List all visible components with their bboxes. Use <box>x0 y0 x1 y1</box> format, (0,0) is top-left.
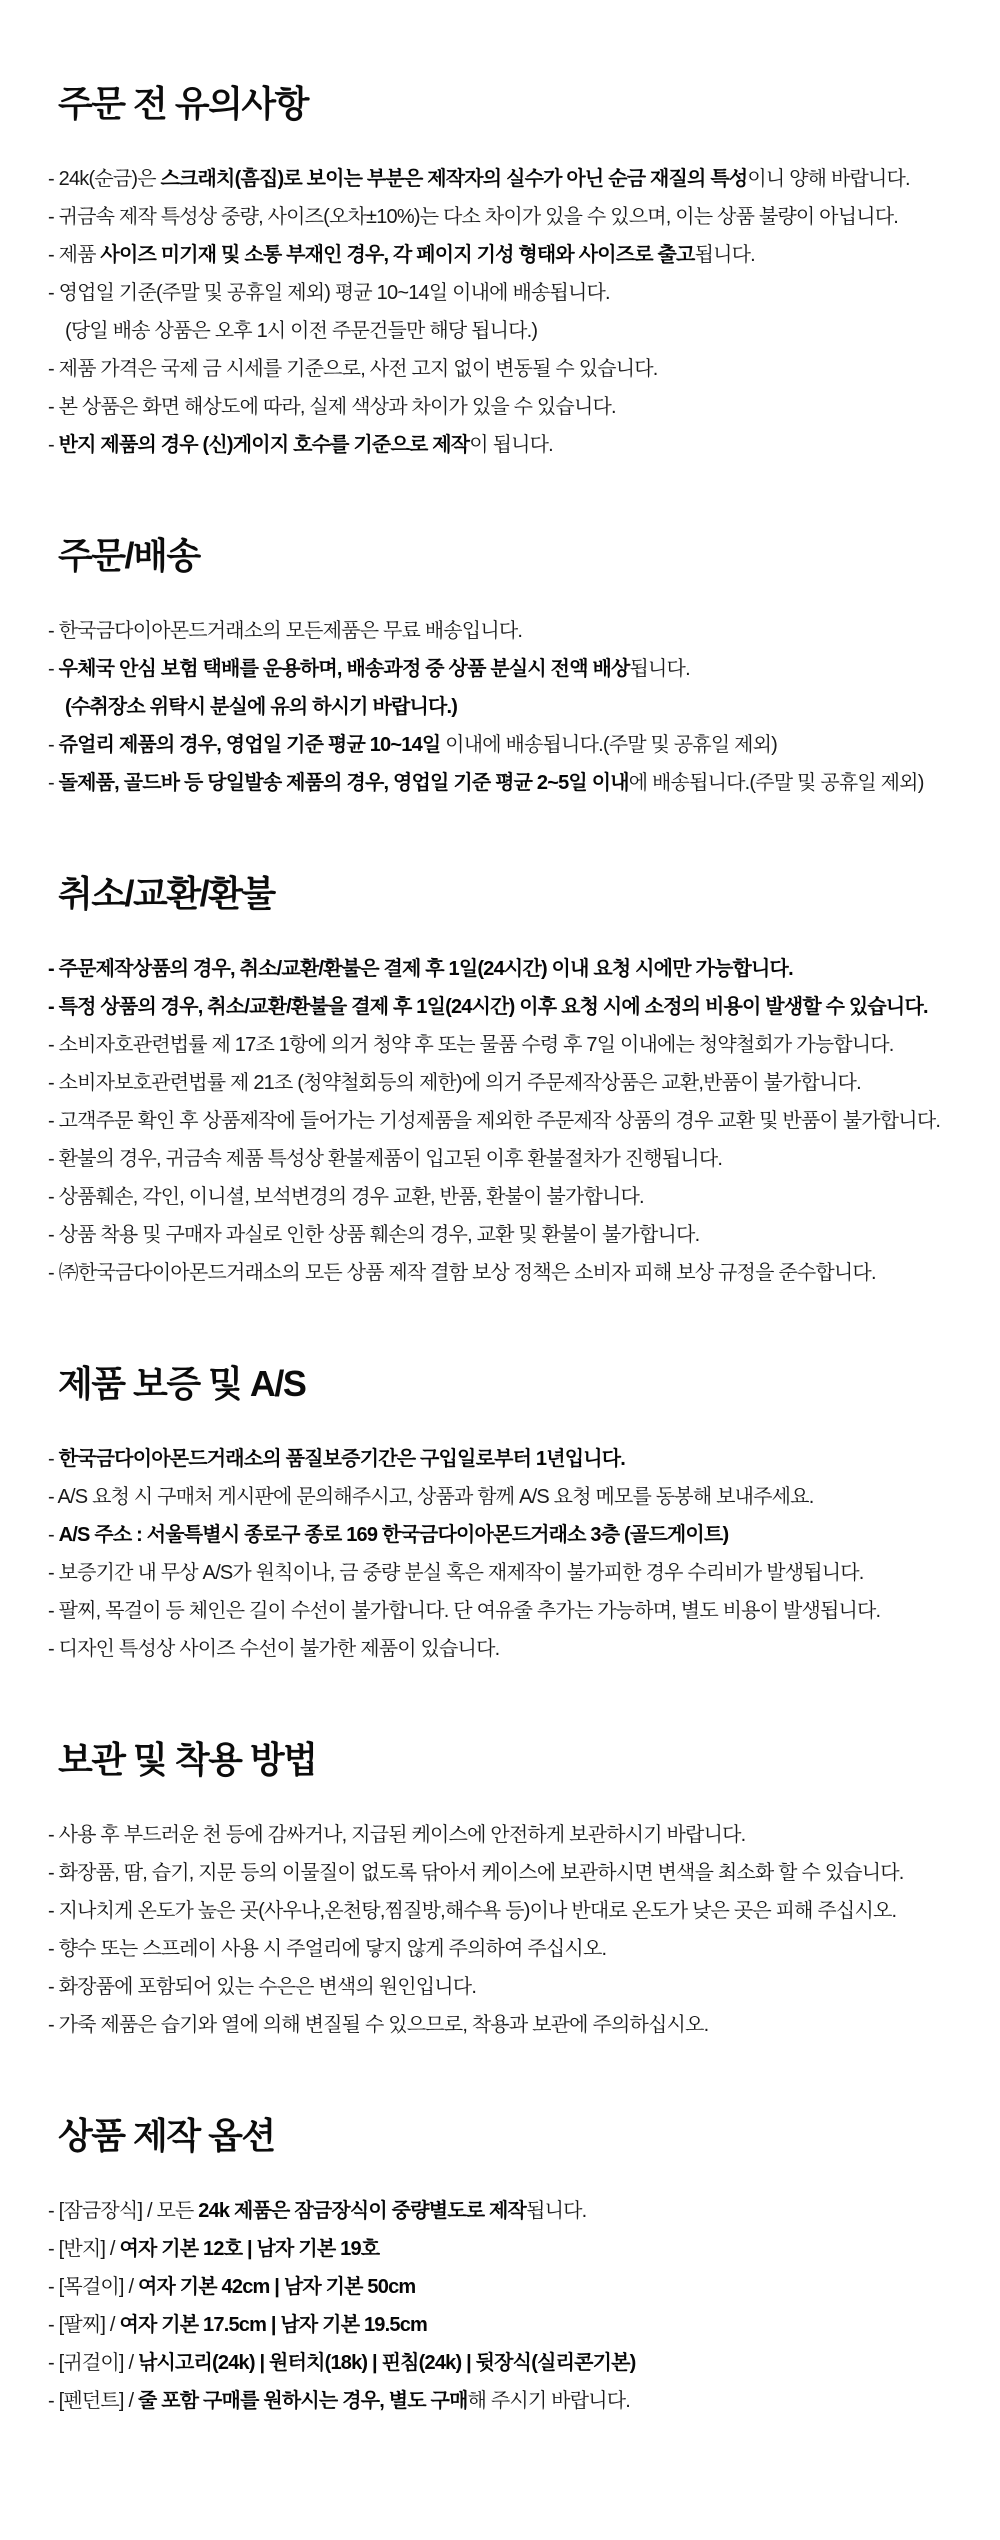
notice-line <box>48 1478 980 1516</box>
section <box>48 2116 980 2420</box>
section <box>48 1364 980 1668</box>
text-run: 여자 기본 42cm | 남자 기본 50cm <box>137 2276 416 2298</box>
text-run: - 주문제작상품의 경우, 취소/교환/환불은 결제 후 1일(24시간) 이내 요청 시에만 가능합니다. <box>48 958 793 980</box>
notice-line <box>48 2382 980 2420</box>
text-run: 에 배송됩니다.(주말 및 공휴일 제외) <box>628 772 924 794</box>
notice-line <box>48 1026 980 1064</box>
text-run: 이내에 배송됩니다.(주말 및 공휴일 제외) <box>440 734 778 756</box>
text-run: (수취장소 위탁시 분실에 유의 하시기 바랍니다.) <box>65 696 458 718</box>
text-run: - 가죽 제품은 습기와 열에 의해 변질될 수 있으므로, 착용과 보관에 주의하십시오. <box>48 2014 709 2036</box>
notice-line <box>48 988 980 1026</box>
notice-line <box>48 1854 980 1892</box>
text-run: - 한국금다이아몬드거래소의 모든제품은 무료 배송입니다. <box>48 620 523 642</box>
notice-line <box>48 426 980 464</box>
text-run: - [귀걸이] / <box>48 2352 138 2374</box>
notice-line <box>48 1102 980 1140</box>
notice-line <box>48 2306 980 2344</box>
notice-line <box>48 1140 980 1178</box>
notice-line <box>48 650 980 688</box>
section-title: 주문 전 유의사항 <box>58 83 308 124</box>
text-run: - [팔찌] / <box>48 2314 120 2336</box>
notice-line <box>48 726 980 764</box>
text-run: - 팔찌, 목걸이 등 체인은 길이 수선이 불가합니다. 단 여유줄 추가는 가능하며, 별도 비용이 발생됩니다. <box>48 1600 881 1622</box>
notice-line <box>48 2230 980 2268</box>
notice-line <box>48 2344 980 2382</box>
text-run: 24k 제품은 잠금장식이 중량별도로 제작 <box>198 2200 527 2222</box>
text-run: - 보증기간 내 무상 A/S가 원칙이나, 금 중량 분실 혹은 재제작이 불가피한 경우 수리비가 발생됩니다. <box>48 1562 864 1584</box>
text-run: 줄 포함 구매를 원하시는 경우, 별도 구매 <box>137 2390 468 2412</box>
notice-line <box>48 2192 980 2230</box>
text-run: - 화장품에 포함되어 있는 수은은 변색의 원인입니다. <box>48 1976 477 1998</box>
text-run: - 고객주문 확인 후 상품제작에 들어가는 기성제품을 제외한 주문제작 상품의 경우 교환 및 반품이 불가합니다. <box>48 1110 941 1132</box>
text-run: 이 됩니다. <box>469 434 553 456</box>
section-title: 취소/교환/환불 <box>58 873 275 914</box>
text-run: - 향수 또는 스프레이 사용 시 주얼리에 닿지 않게 주의하여 주십시오. <box>48 1938 607 1960</box>
text-run: - <box>48 434 59 456</box>
notice-line <box>48 612 980 650</box>
notice-line <box>48 2006 980 2044</box>
notice-line <box>48 764 980 802</box>
text-run: A/S 주소 : 서울특별시 종로구 종로 169 한국금다이아몬드거래소 3층 (골드게이트) <box>58 1524 729 1546</box>
notice-line <box>48 1216 980 1254</box>
notice-line <box>48 1254 980 1292</box>
text-run: - [반지] / <box>48 2238 120 2260</box>
text-run: - ㈜한국금다이아몬드거래소의 모든 상품 제작 결함 보상 정책은 소비자 피해 보상 규정을 준수합니다. <box>48 1262 876 1284</box>
section-title: 보관 및 착용 방법 <box>58 1739 317 1780</box>
text-run: 여자 기본 17.5cm | 남자 기본 19.5cm <box>119 2314 428 2336</box>
text-run: 이니 양해 바랍니다. <box>747 168 910 190</box>
notice-line <box>48 1968 980 2006</box>
section <box>48 874 980 1292</box>
text-run: 낚시고리(24k) | 원터치(18k) | 핀침(24k) | 뒷장식(실리콘기본) <box>137 2352 636 2374</box>
text-run: - 화장품, 땀, 습기, 지문 등의 이물질이 없도록 닦아서 케이스에 보관하시면 변색을 최소화 할 수 있습니다. <box>48 1862 904 1884</box>
text-run: - 환불의 경우, 귀금속 제품 특성상 환불제품이 입고된 이후 환불절차가 진행됩니다. <box>48 1148 723 1170</box>
text-run: - 지나치게 온도가 높은 곳(사우나,온천탕,찜질방,해수욕 등)이나 반대로 온도가 낮은 곳은 피해 주십시오. <box>48 1900 897 1922</box>
notice-line <box>48 236 980 274</box>
text-run: - [목걸이] / <box>48 2276 138 2298</box>
notice-line <box>48 350 980 388</box>
notice-line <box>48 1892 980 1930</box>
notice-line <box>48 160 980 198</box>
text-run: - <box>48 1448 59 1470</box>
text-run: - 상품 착용 및 구매자 과실로 인한 상품 훼손의 경우, 교환 및 환불이 불가합니다. <box>48 1224 700 1246</box>
text-run: 여자 기본 12호 | 남자 기본 19호 <box>119 2238 380 2260</box>
text-run: 됩니다. <box>629 658 690 680</box>
text-run: - 24k(순금)은 <box>48 168 161 190</box>
text-run: - [펜던트] / <box>48 2390 138 2412</box>
section-title: 주문/배송 <box>58 535 200 576</box>
text-run: 한국금다이아몬드거래소의 품질보증기간은 구입일로부터 1년입니다. <box>58 1448 626 1470</box>
text-run: - 특정 상품의 경우, 취소/교환/환불을 결제 후 1일(24시간) 이후 요청 시에 소정의 비용이 발생할 수 있습니다. <box>48 996 928 1018</box>
text-run: 됩니다. <box>694 244 755 266</box>
text-run: - 소비자보호관련법률 제 21조 (청약철회등의 제한)에 의거 주문제작상품은 교환,반품이 불가합니다. <box>48 1072 861 1094</box>
text-run: - <box>48 658 59 680</box>
text-run: - A/S 요청 시 구매처 게시판에 문의해주시고, 상품과 함께 A/S 요청 메모를 동봉해 보내주세요. <box>48 1486 814 1508</box>
notice-line <box>48 1554 980 1592</box>
notice-line <box>48 1816 980 1854</box>
text-run: (당일 배송 상품은 오후 1시 이전 주문건들만 해당 됩니다.) <box>65 320 538 342</box>
text-run: - 상품훼손, 각인, 이니셜, 보석변경의 경우 교환, 반품, 환불이 불가합니다. <box>48 1186 644 1208</box>
notice-line <box>48 1516 980 1554</box>
section <box>48 84 980 464</box>
section-title: 제품 보증 및 A/S <box>58 1363 306 1404</box>
notice-line <box>48 312 980 350</box>
text-run: 스크래치(흠집)로 보이는 부분은 제작자의 실수가 아닌 순금 재질의 특성 <box>160 168 748 190</box>
text-run: - 제품 <box>48 244 101 266</box>
notice-line <box>48 198 980 236</box>
text-run: - 귀금속 제작 특성상 중량, 사이즈(오차±10%)는 다소 차이가 있을 수 있으며, 이는 상품 불량이 아닙니다. <box>48 206 899 228</box>
notice-line <box>48 1630 980 1668</box>
text-run: - 영업일 기준(주말 및 공휴일 제외) 평균 10~14일 이내에 배송됩니다. <box>48 282 610 304</box>
text-run: - 디자인 특성상 사이즈 수선이 불가한 제품이 있습니다. <box>48 1638 500 1660</box>
section <box>48 536 980 802</box>
notice-line <box>48 1178 980 1216</box>
text-run: - <box>48 734 59 756</box>
text-run: 돌제품, 골드바 등 당일발송 제품의 경우, 영업일 기준 평균 2~5일 이내 <box>58 772 629 794</box>
notice-line <box>48 688 980 726</box>
text-run: 사이즈 미기재 및 소통 부재인 경우, 각 페이지 기성 형태와 사이즈로 출고 <box>100 244 695 266</box>
notice-line <box>48 2268 980 2306</box>
notice-line <box>48 1440 980 1478</box>
notice-line <box>48 950 980 988</box>
text-run: 쥬얼리 제품의 경우, 영업일 기준 평균 10~14일 <box>58 734 441 756</box>
notice-line <box>48 1064 980 1102</box>
text-run: - 사용 후 부드러운 천 등에 감싸거나, 지급된 케이스에 안전하게 보관하시기 바랍니다. <box>48 1824 746 1846</box>
section <box>48 1740 980 2044</box>
text-run: 됩니다. <box>526 2200 587 2222</box>
notice-line <box>48 274 980 312</box>
sections-container <box>48 84 980 2420</box>
text-run: - 본 상품은 화면 해상도에 따라, 실제 색상과 차이가 있을 수 있습니다. <box>48 396 616 418</box>
text-run: 우체국 안심 보험 택배를 운용하며, 배송과정 중 상품 분실시 전액 배상 <box>58 658 630 680</box>
text-run: - 소비자호관련법률 제 17조 1항에 의거 청약 후 또는 물품 수령 후 7일 이내에는 청약철회가 가능합니다. <box>48 1034 894 1056</box>
notice-line <box>48 388 980 426</box>
text-run: - <box>48 772 59 794</box>
text-run: 반지 제품의 경우 (신)게이지 호수를 기준으로 제작 <box>58 434 470 456</box>
text-run: - <box>48 1524 59 1546</box>
section-title: 상품 제작 옵션 <box>58 2115 275 2156</box>
notice-line <box>48 1930 980 1968</box>
text-run: - 제품 가격은 국제 금 시세를 기준으로, 사전 고지 없이 변동될 수 있습니다. <box>48 358 658 380</box>
text-run: 해 주시기 바랍니다. <box>467 2390 631 2412</box>
text-run: - [잠금장식] / 모든 <box>48 2200 199 2222</box>
notice-line <box>48 1592 980 1630</box>
